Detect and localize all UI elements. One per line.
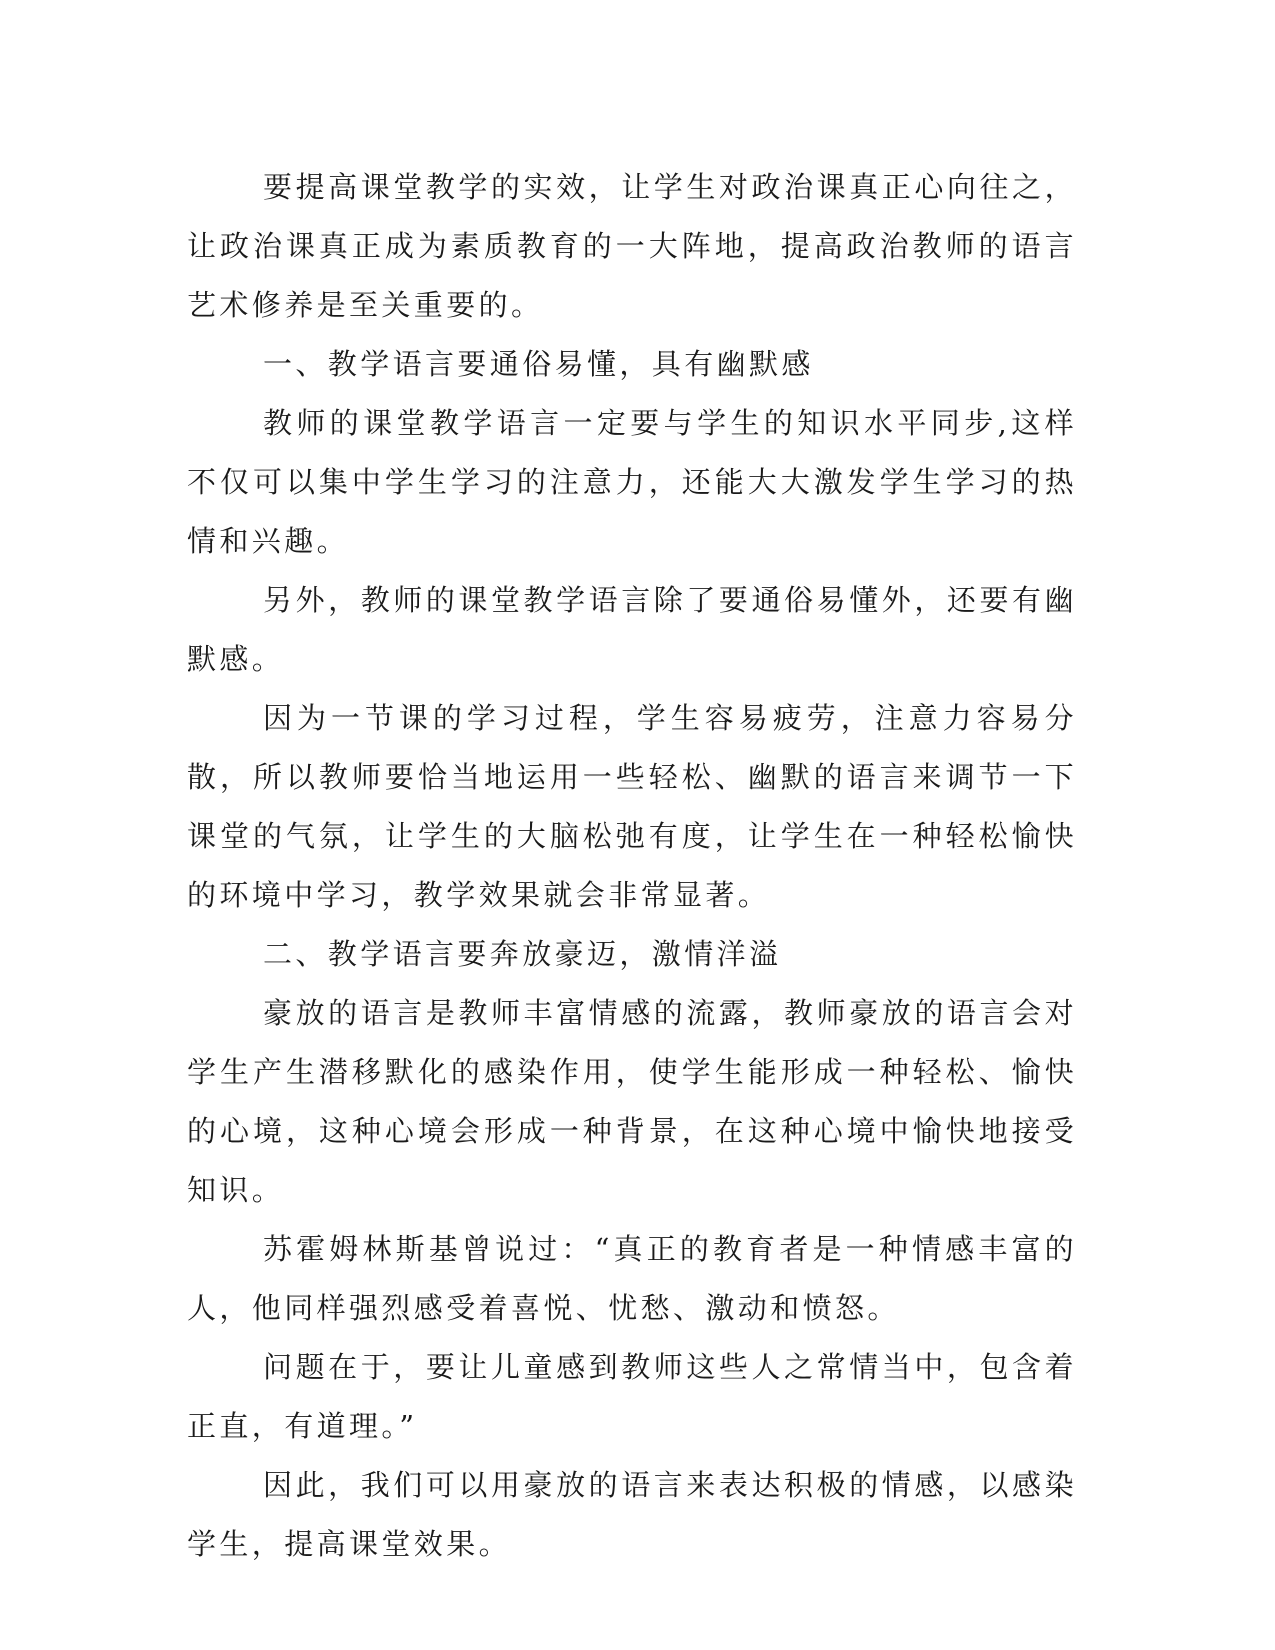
section-heading-1: 一、教学语言要通俗易懂，具有幽默感 (263, 347, 814, 381)
document-body (187, 158, 1077, 1574)
paragraph: 豪放的语言是教师丰富情感的流露，教师豪放的语言会对学生产生潜移默化的感染作用，使学生能形成一种轻松、愉快的心境，这种心境会形成一种背景，在这种心境中愉快地接受知识。 (187, 996, 1077, 1207)
paragraph-conclusion: 因此，我们可以用豪放的语言来表达积极的情感，以感染学生，提高课堂效果。 (187, 1468, 1077, 1561)
paragraph-quote-end: 问题在于，要让儿童感到教师这些人之常情当中，包含着正直，有道理。” (187, 1350, 1077, 1443)
paragraph: 因为一节课的学习过程，学生容易疲劳，注意力容易分散，所以教师要恰当地运用一些轻松、幽默的语言来调节一下课堂的气氛，让学生的大脑松弛有度，让学生在一种轻松愉快的环境中学习，教学效果就会非常显著。 (187, 701, 1077, 912)
section-heading-2: 二、教学语言要奔放豪迈，激情洋溢 (263, 937, 782, 971)
paragraph-quote-start: 苏霍姆林斯基曾说过：“真正的教育者是一种情感丰富的人，他同样强烈感受着喜悦、忧愁、激动和愤怒。 (187, 1232, 1077, 1325)
paragraph: 教师的课堂教学语言一定要与学生的知识水平同步,这样不仅可以集中学生学习的注意力，还能大大激发学生学习的热情和兴趣。 (187, 406, 1077, 558)
paragraph: 另外，教师的课堂教学语言除了要通俗易懂外，还要有幽默感。 (187, 583, 1077, 676)
paragraph-intro: 要提高课堂教学的实效，让学生对政治课真正心向往之，让政治课真正成为素质教育的一大阵地，提高政治教师的语言艺术修养是至关重要的。 (187, 170, 1077, 322)
